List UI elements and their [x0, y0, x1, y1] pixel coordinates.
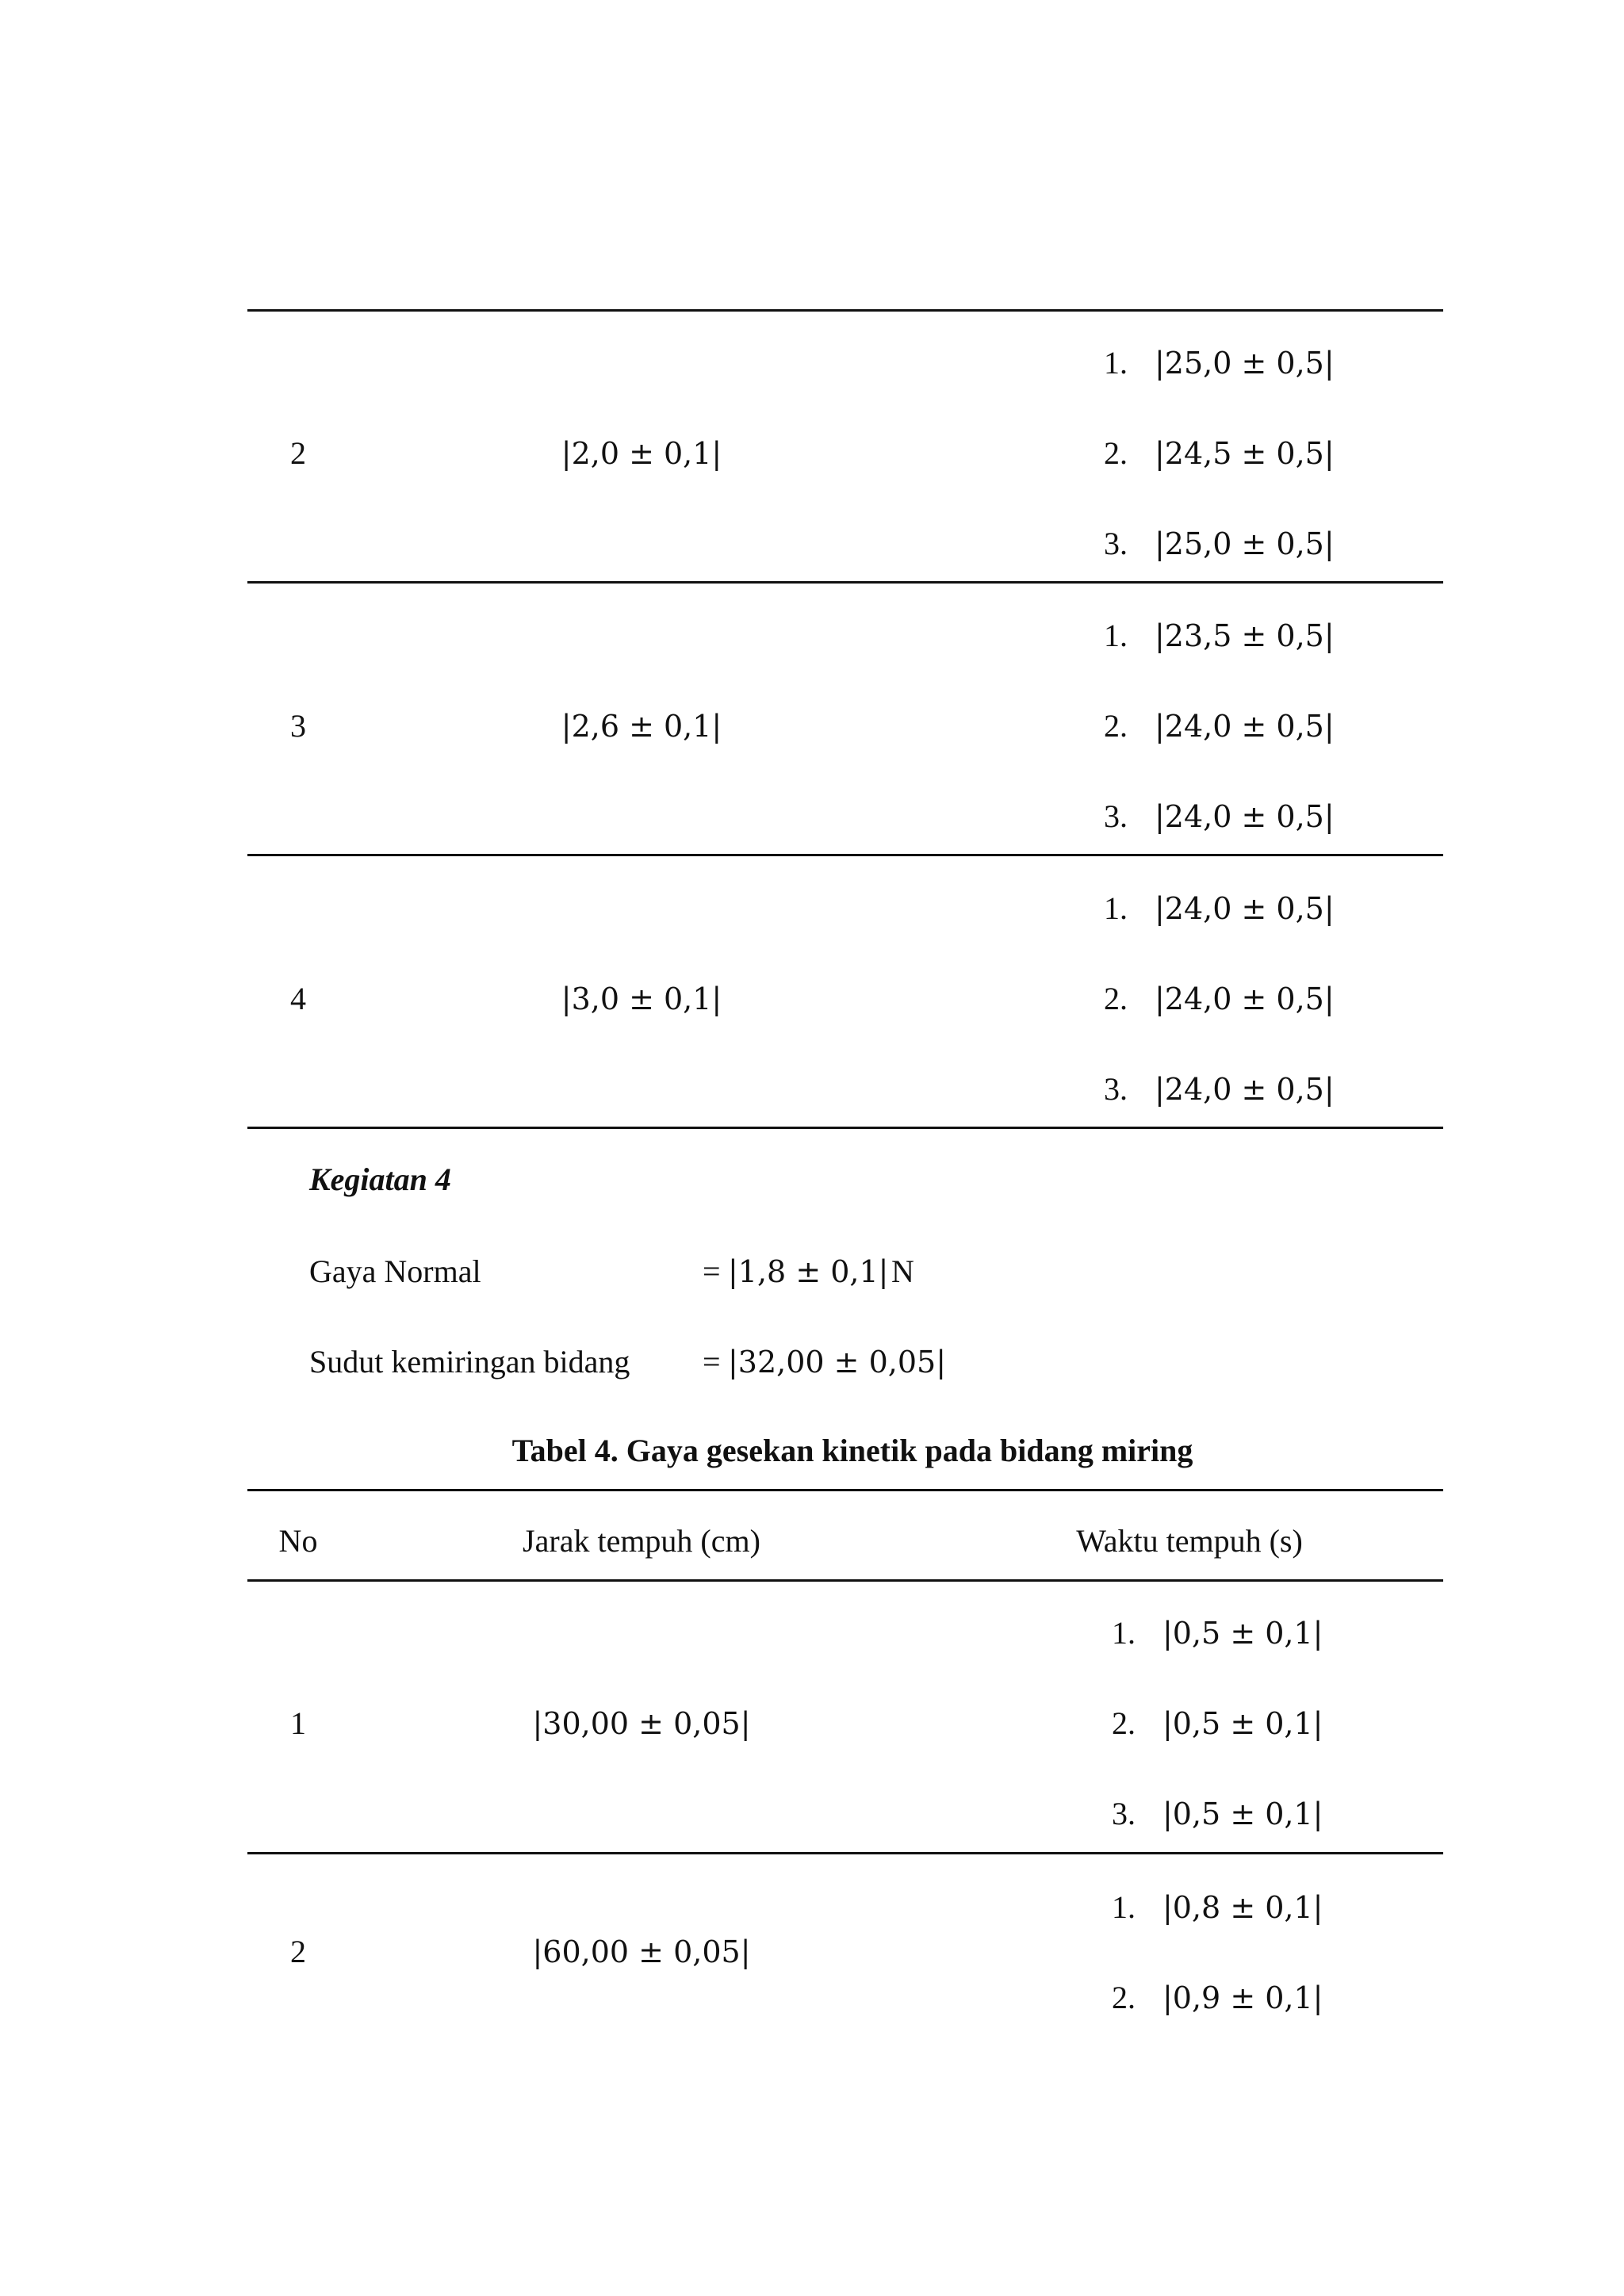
- measurement-value: |24,0 ± 0,5|: [1155, 982, 1335, 1016]
- measurement-index: 1.: [1104, 618, 1128, 653]
- table-rule-top: [247, 1489, 1443, 1491]
- measurement-value: |0,5 ± 0,1|: [1162, 1616, 1323, 1651]
- table-header-divider: [247, 1579, 1443, 1582]
- table-cell-value: |2,6 ± 0,1|: [561, 709, 722, 744]
- measurement-value: |0,5 ± 0,1|: [1162, 1797, 1323, 1831]
- measurement-value: |24,0 ± 0,5|: [1155, 709, 1335, 744]
- measurement-value: |25,0 ± 0,5|: [1155, 526, 1335, 561]
- table-cell-distance: |30,00 ± 0,05|: [532, 1706, 751, 1741]
- table-cell-distance: |60,00 ± 0,05|: [532, 1934, 751, 1969]
- normal-force-value: |1,8 ± 0,1|: [728, 1254, 889, 1289]
- measurement-index: 2.: [1104, 981, 1128, 1016]
- table-cell-value: |3,0 ± 0,1|: [561, 982, 722, 1016]
- normal-force-equals: =: [703, 1253, 721, 1289]
- table-cell-no: 2: [290, 1934, 306, 1969]
- measurement-index: 2.: [1104, 708, 1128, 744]
- angle-label: Sudut kemiringan bidang: [309, 1344, 630, 1380]
- measurement-value: |25,0 ± 0,5|: [1155, 346, 1335, 381]
- measurement-value: |24,5 ± 0,5|: [1155, 436, 1335, 471]
- table-cell-no: 3: [290, 708, 306, 744]
- table-row-divider: [247, 1852, 1443, 1854]
- measurement-value: |0,8 ± 0,1|: [1162, 1890, 1323, 1925]
- table-header-distance: Jarak tempuh (cm): [523, 1523, 760, 1559]
- table-cell-no: 4: [290, 981, 306, 1016]
- table-row-divider: [247, 581, 1443, 584]
- table-header-time: Waktu tempuh (s): [1076, 1523, 1303, 1559]
- table-cell-no: 1: [290, 1705, 306, 1741]
- measurement-index: 2.: [1104, 435, 1128, 471]
- measurement-index: 3.: [1104, 798, 1128, 834]
- measurement-index: 3.: [1104, 1071, 1128, 1107]
- table-cell-no: 2: [290, 435, 306, 471]
- table-header-no: No: [278, 1523, 318, 1559]
- angle-equals: =: [703, 1344, 721, 1380]
- measurement-value: |24,0 ± 0,5|: [1155, 799, 1335, 834]
- measurement-value: |0,9 ± 0,1|: [1162, 1980, 1323, 2015]
- table-caption: Tabel 4. Gaya gesekan kinetik pada bidang miring: [511, 1433, 1193, 1468]
- measurement-value: |0,5 ± 0,1|: [1162, 1706, 1323, 1741]
- measurement-index: 2.: [1112, 1705, 1136, 1741]
- angle-value: |32,00 ± 0,05|: [728, 1345, 946, 1380]
- measurement-index: 1.: [1112, 1615, 1136, 1651]
- table-rule-bottom: [247, 1127, 1443, 1129]
- table-rule-top: [247, 309, 1443, 312]
- measurement-index: 2.: [1112, 1980, 1136, 2015]
- measurement-value: |24,0 ± 0,5|: [1155, 1072, 1335, 1107]
- normal-force-unit: N: [891, 1253, 914, 1289]
- measurement-index: 1.: [1104, 890, 1128, 926]
- measurement-value: |24,0 ± 0,5|: [1155, 891, 1335, 926]
- measurement-index: 1.: [1104, 345, 1128, 381]
- table-row-divider: [247, 854, 1443, 856]
- normal-force-label: Gaya Normal: [309, 1253, 481, 1289]
- measurement-index: 3.: [1112, 1796, 1136, 1831]
- measurement-value: |23,5 ± 0,5|: [1155, 618, 1335, 653]
- measurement-index: 3.: [1104, 526, 1128, 561]
- measurement-index: 1.: [1112, 1889, 1136, 1925]
- table-cell-value: |2,0 ± 0,1|: [561, 436, 722, 471]
- section-heading: Kegiatan 4: [309, 1161, 451, 1197]
